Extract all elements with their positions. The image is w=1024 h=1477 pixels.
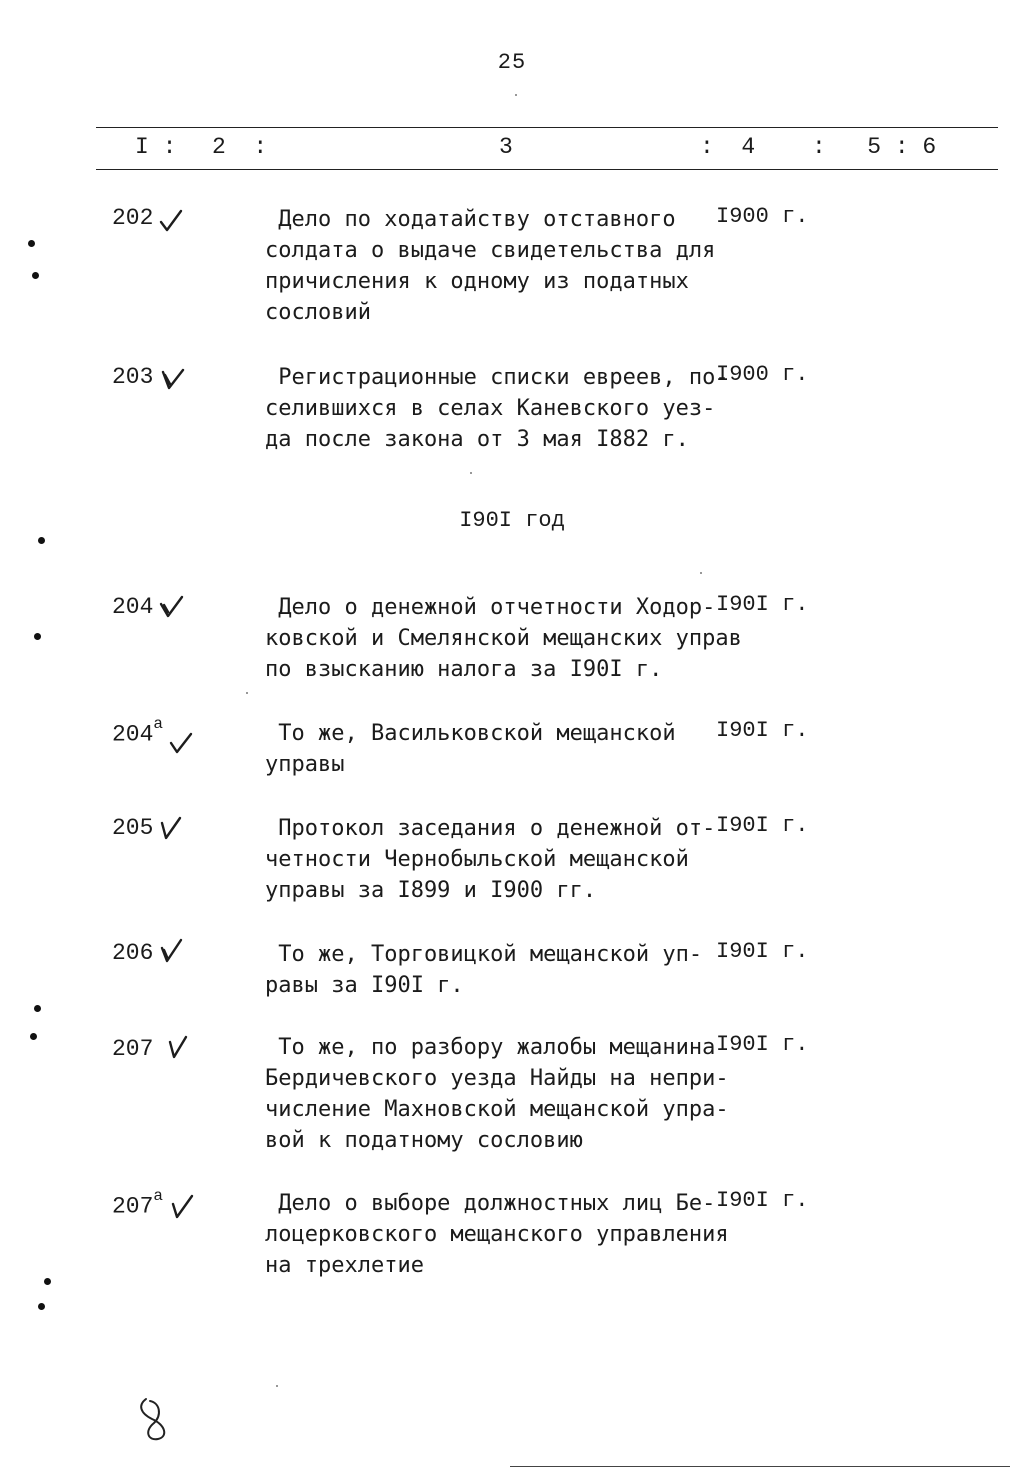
entry-date: I900 г. — [716, 362, 809, 387]
checkmark-icon — [166, 1034, 192, 1060]
entry-number: 202 — [112, 205, 154, 231]
checkmark-icon — [158, 815, 184, 841]
margin-mark — [32, 272, 39, 279]
margin-mark — [38, 1303, 45, 1310]
entry-description: То же, по разбору жалобы мещанина Бердичевского уезда Найды на непри- числение Махновской мещанской упра- вой к податному сословию — [265, 1035, 729, 1153]
entry-number: 204 — [112, 594, 154, 620]
margin-mark — [44, 1278, 51, 1285]
entry-description: Дело о выборе должностных лиц Бе- лоцерковского мещанского управления на трехлетие — [265, 1191, 729, 1278]
speck — [276, 1385, 278, 1387]
margin-mark — [30, 1033, 37, 1040]
entry-description: Протокол заседания о денежной от- четности Чернобыльской мещанской управы за I899 и I900 гг. — [265, 816, 716, 903]
column-header-1: I : — [135, 134, 177, 160]
handwritten-mark-icon — [130, 1395, 180, 1445]
entry-description: Дело о денежной отчетности Ходор- ковской и Смелянской мещанских управ по взысканию налога за I90I г. — [265, 595, 742, 682]
entry-description: То же, Васильковской мещанской управы — [265, 721, 676, 777]
speck — [515, 94, 517, 96]
margin-mark — [28, 240, 35, 247]
speck — [470, 472, 472, 474]
entry-number: $207^а$ — [112, 1187, 164, 1220]
page-number: 25 — [497, 50, 527, 75]
column-header-3: 3 — [499, 134, 513, 160]
entry-description: Регистрационные списки евреев, по- селившихся в селах Каневского уез- да после закона от 3 мая I882 г. — [265, 365, 729, 452]
header-rule-bottom — [96, 169, 998, 170]
entry-date: I90I г. — [716, 718, 809, 743]
header-rule-top — [96, 127, 998, 128]
margin-mark — [34, 1005, 41, 1012]
entry-number-superscript: а — [153, 715, 164, 733]
entry-number: $204^а$ — [112, 715, 164, 748]
checkmark-icon — [158, 938, 184, 964]
column-header-2: 2 : — [212, 134, 268, 160]
checkmark-icon — [160, 366, 186, 392]
entry-date: I90I г. — [716, 1032, 809, 1057]
checkmark-icon — [158, 594, 184, 620]
entry-number: 203 — [112, 364, 154, 390]
bottom-edge-line — [510, 1466, 1010, 1467]
entry-number: 207 — [112, 1036, 154, 1062]
entry-date: I90I г. — [716, 592, 809, 617]
column-header-5-6: : 5 : 6 — [812, 134, 937, 160]
entry-date: I90I г. — [716, 939, 809, 964]
entry-number: 206 — [112, 940, 154, 966]
column-header-4: : 4 — [700, 134, 756, 160]
entry-description: То же, Торговицкой мещанской уп- равы за I90I г. — [265, 942, 703, 998]
speck — [246, 692, 248, 694]
entry-description: Дело по ходатайству отставного солдата о выдаче свидетельства для причисления к одному из податных сословий — [265, 207, 716, 325]
speck — [700, 572, 702, 574]
entry-number-superscript: а — [153, 1187, 164, 1205]
margin-mark — [38, 537, 45, 544]
checkmark-icon — [170, 1194, 196, 1220]
margin-mark — [34, 633, 41, 640]
entry-date: I90I г. — [716, 813, 809, 838]
entry-date: I90I г. — [716, 1188, 809, 1213]
entry-date: I900 г. — [716, 204, 809, 229]
checkmark-icon — [168, 730, 194, 756]
entry-number: 205 — [112, 815, 154, 841]
checkmark-icon — [158, 208, 184, 234]
year-heading: I90I год — [459, 508, 565, 533]
